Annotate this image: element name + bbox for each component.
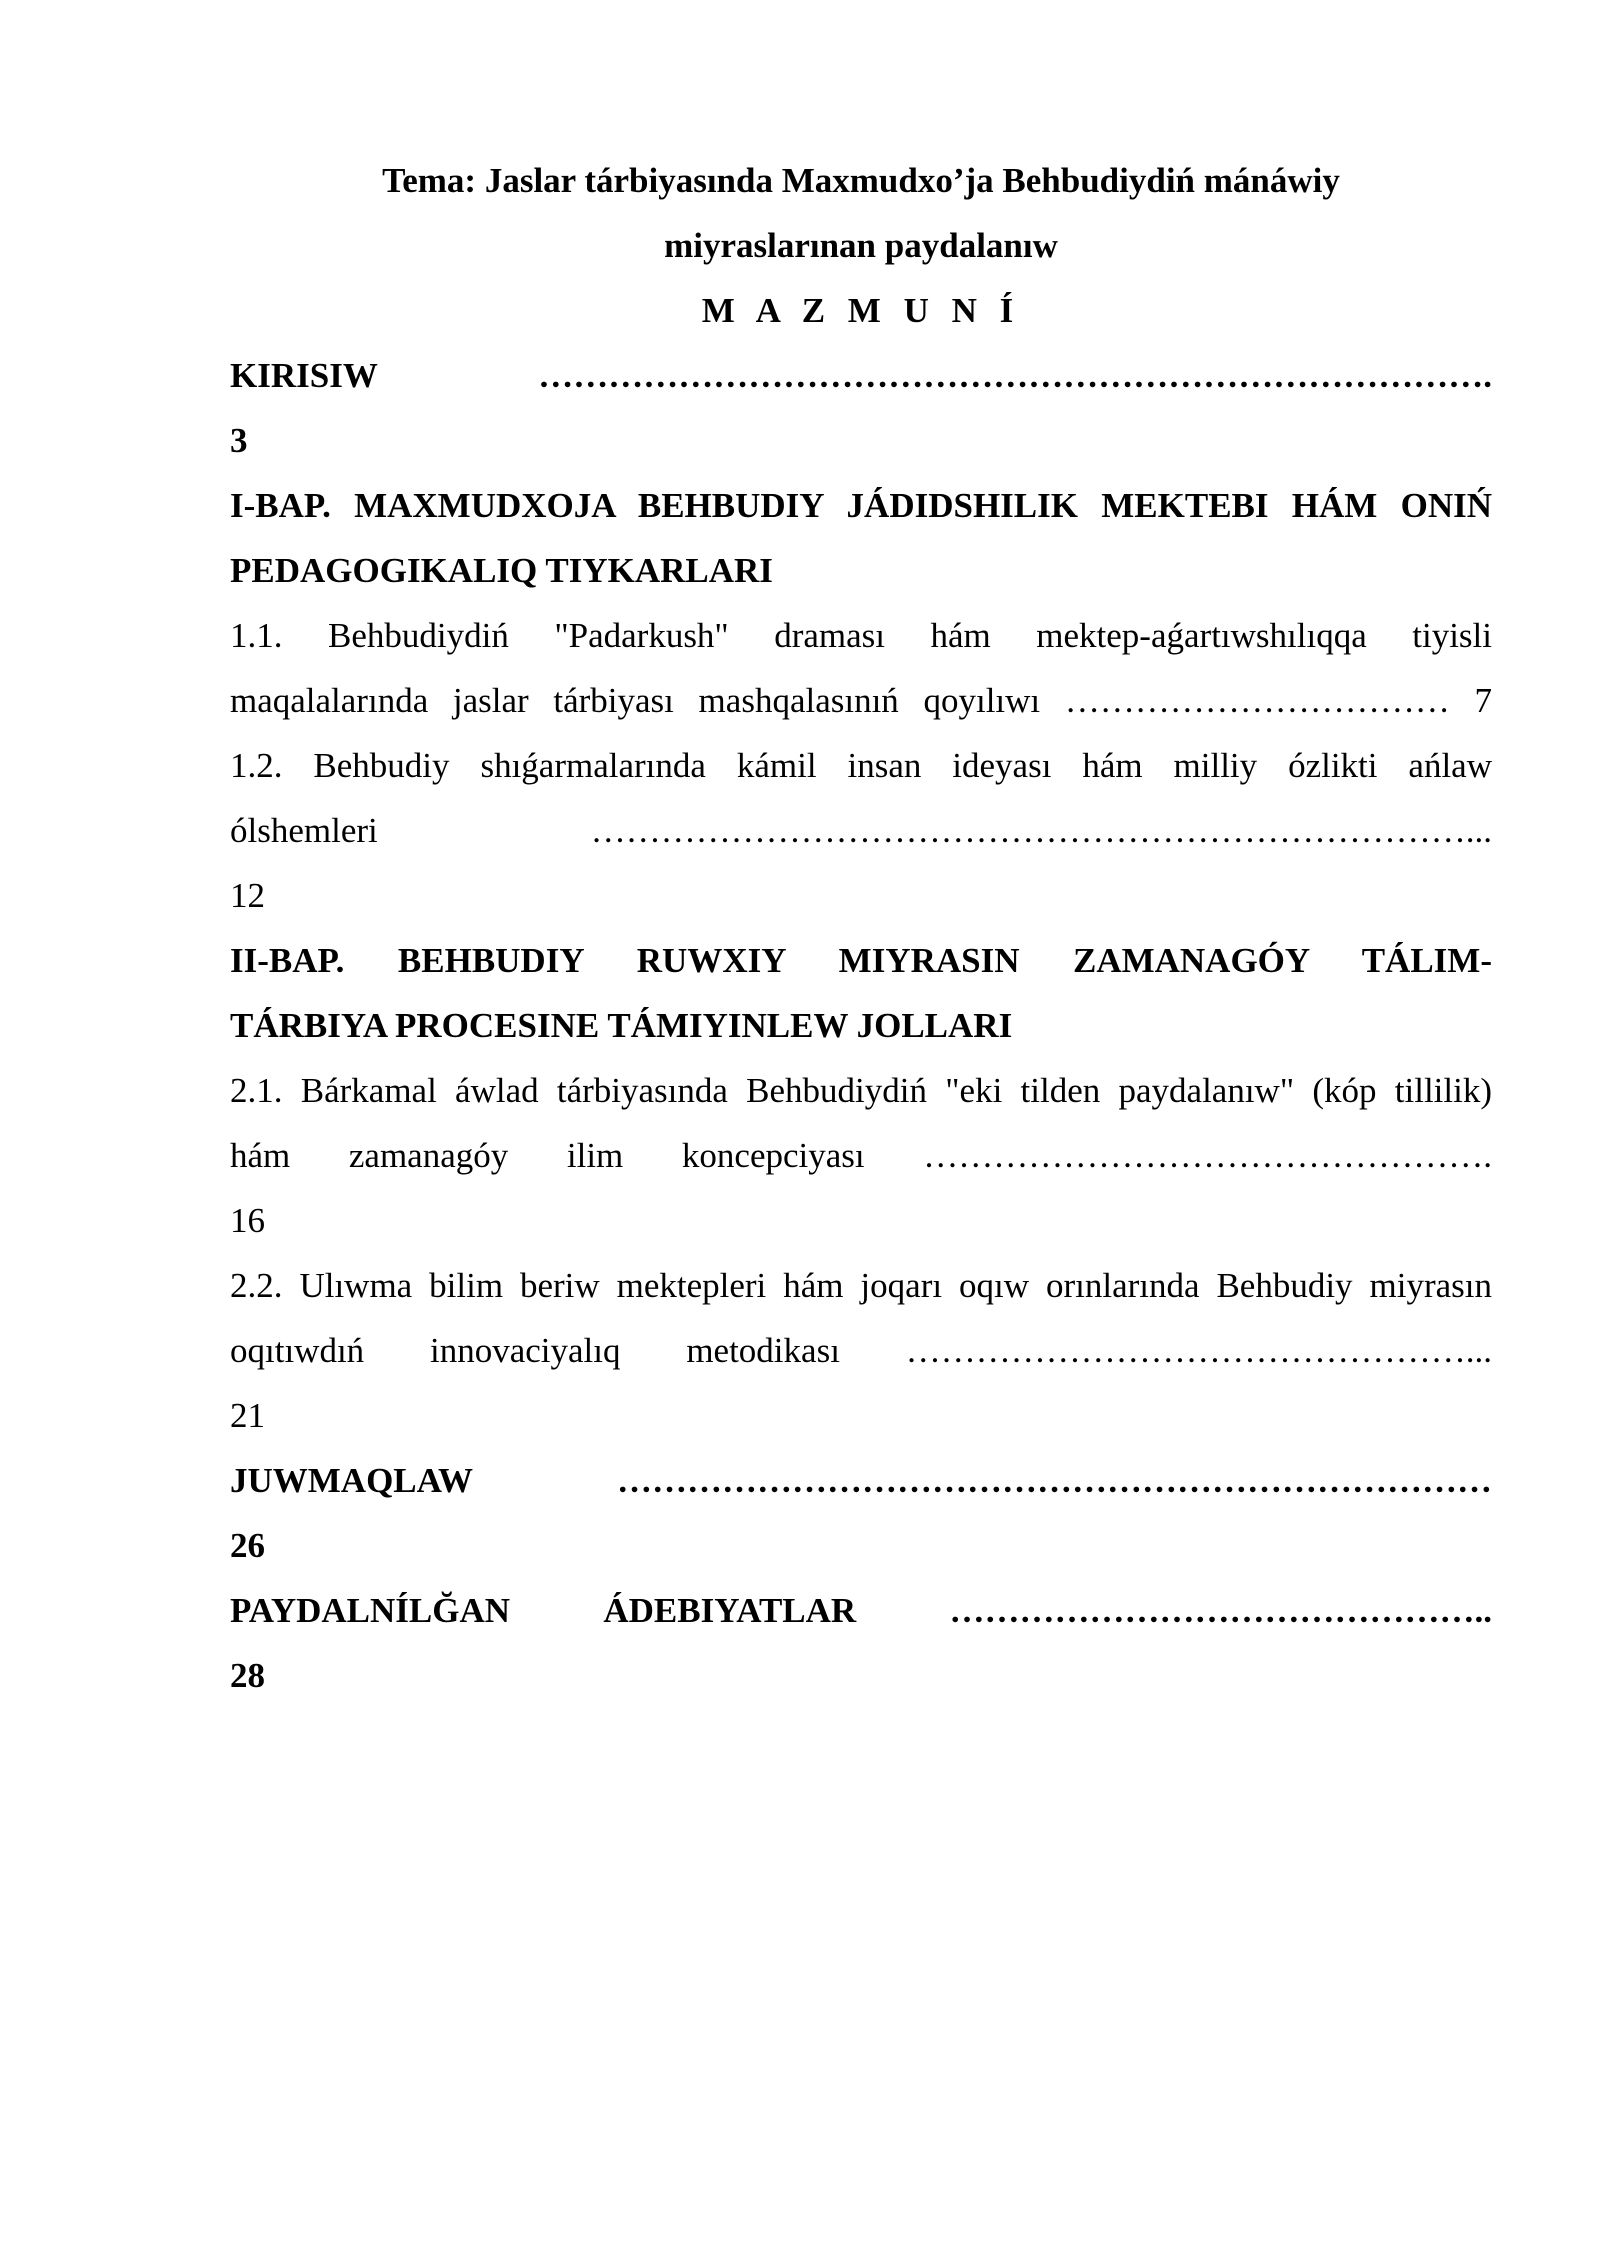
toc-entry-introduction <box>230 343 1492 473</box>
toc-section-2-2-line-1: 2.2. Ulıwma bilim beriw mektepleri hám joqarı oqıw orınlarında Behbudiy miyrasın <box>230 1266 1492 1305</box>
table-of-contents <box>230 343 1492 1708</box>
document-title-line-1: Tema: Jaslar tárbiyasında Maxmudxo’ja Behbudiydiń mánáwiy <box>382 161 1340 200</box>
toc-entry-chapter-1 <box>230 473 1492 603</box>
contents-heading: M A Z M U N Í <box>701 291 1021 330</box>
toc-introduction-text: KIRISIW ………………………………………………………………………. <box>230 356 1492 395</box>
toc-section-2-2-line-2: oqıtıwdıń innovaciyalıq metodikası …………………………………………... <box>230 1331 1492 1370</box>
toc-section-1-2-line-1: 1.2. Behbudiy shıǵarmalarında kámil insan ideyası hám milliy ózlikti ańlaw <box>230 746 1492 785</box>
toc-section-2-1-page: 16 <box>230 1201 265 1240</box>
document-page <box>230 148 1492 1708</box>
document-title-line-2: miyraslarınan paydalanıw <box>664 226 1058 265</box>
toc-conclusion-text: JUWMAQLAW ………………………………………………………………… <box>230 1461 1492 1500</box>
toc-conclusion-page: 26 <box>230 1526 265 1565</box>
toc-entry-references <box>230 1578 1492 1708</box>
toc-entry-section-2-2 <box>230 1253 1492 1448</box>
toc-chapter-2-line-2: TÁRBIYA PROCESINE TÁMIYINLEW JOLLARI <box>230 1006 1013 1045</box>
toc-entry-section-1-2 <box>230 733 1492 928</box>
toc-section-1-2-line-2: ólshemleri …………………………………………………………………... <box>230 811 1492 850</box>
toc-introduction-page: 3 <box>230 421 248 460</box>
toc-references-text: PAYDALNÍLĞAN ÁDEBIYATLAR ……………………………………….. <box>230 1591 1492 1630</box>
toc-section-2-1-line-2: hám zamanagóy ilim koncepciyası …………………………………………. <box>230 1136 1492 1175</box>
toc-section-1-1-line-2: maqalalarında jaslar tárbiyası mashqalasınıń qoyılıwı …………………………… 7 <box>230 681 1492 720</box>
toc-section-2-1-line-1: 2.1. Bárkamal áwlad tárbiyasında Behbudiydiń "eki tilden paydalanıw" (kóp tillilik) <box>230 1071 1492 1110</box>
toc-section-1-1-line-1: 1.1. Behbudiydiń "Padarkush" draması hám mektep-aǵartıwshılıqqa tiyisli <box>230 616 1492 655</box>
toc-entry-section-2-1 <box>230 1058 1492 1253</box>
toc-section-1-2-page: 12 <box>230 876 265 915</box>
toc-references-page: 28 <box>230 1656 265 1695</box>
toc-entry-chapter-2 <box>230 928 1492 1058</box>
toc-entry-conclusion <box>230 1448 1492 1578</box>
toc-entry-section-1-1 <box>230 603 1492 733</box>
toc-chapter-1-line-2: PEDAGOGIKALIQ TIYKARLARI <box>230 551 773 590</box>
toc-chapter-1-line-1: I-BAP. MAXMUDXOJA BEHBUDIY JÁDIDSHILIK MEKTEBI HÁM ONIŃ <box>230 486 1492 525</box>
toc-section-2-2-page: 21 <box>230 1396 265 1435</box>
toc-chapter-2-line-1: II-BAP. BEHBUDIY RUWXIY MIYRASIN ZAMANAGÓY TÁLIM- <box>230 941 1492 980</box>
